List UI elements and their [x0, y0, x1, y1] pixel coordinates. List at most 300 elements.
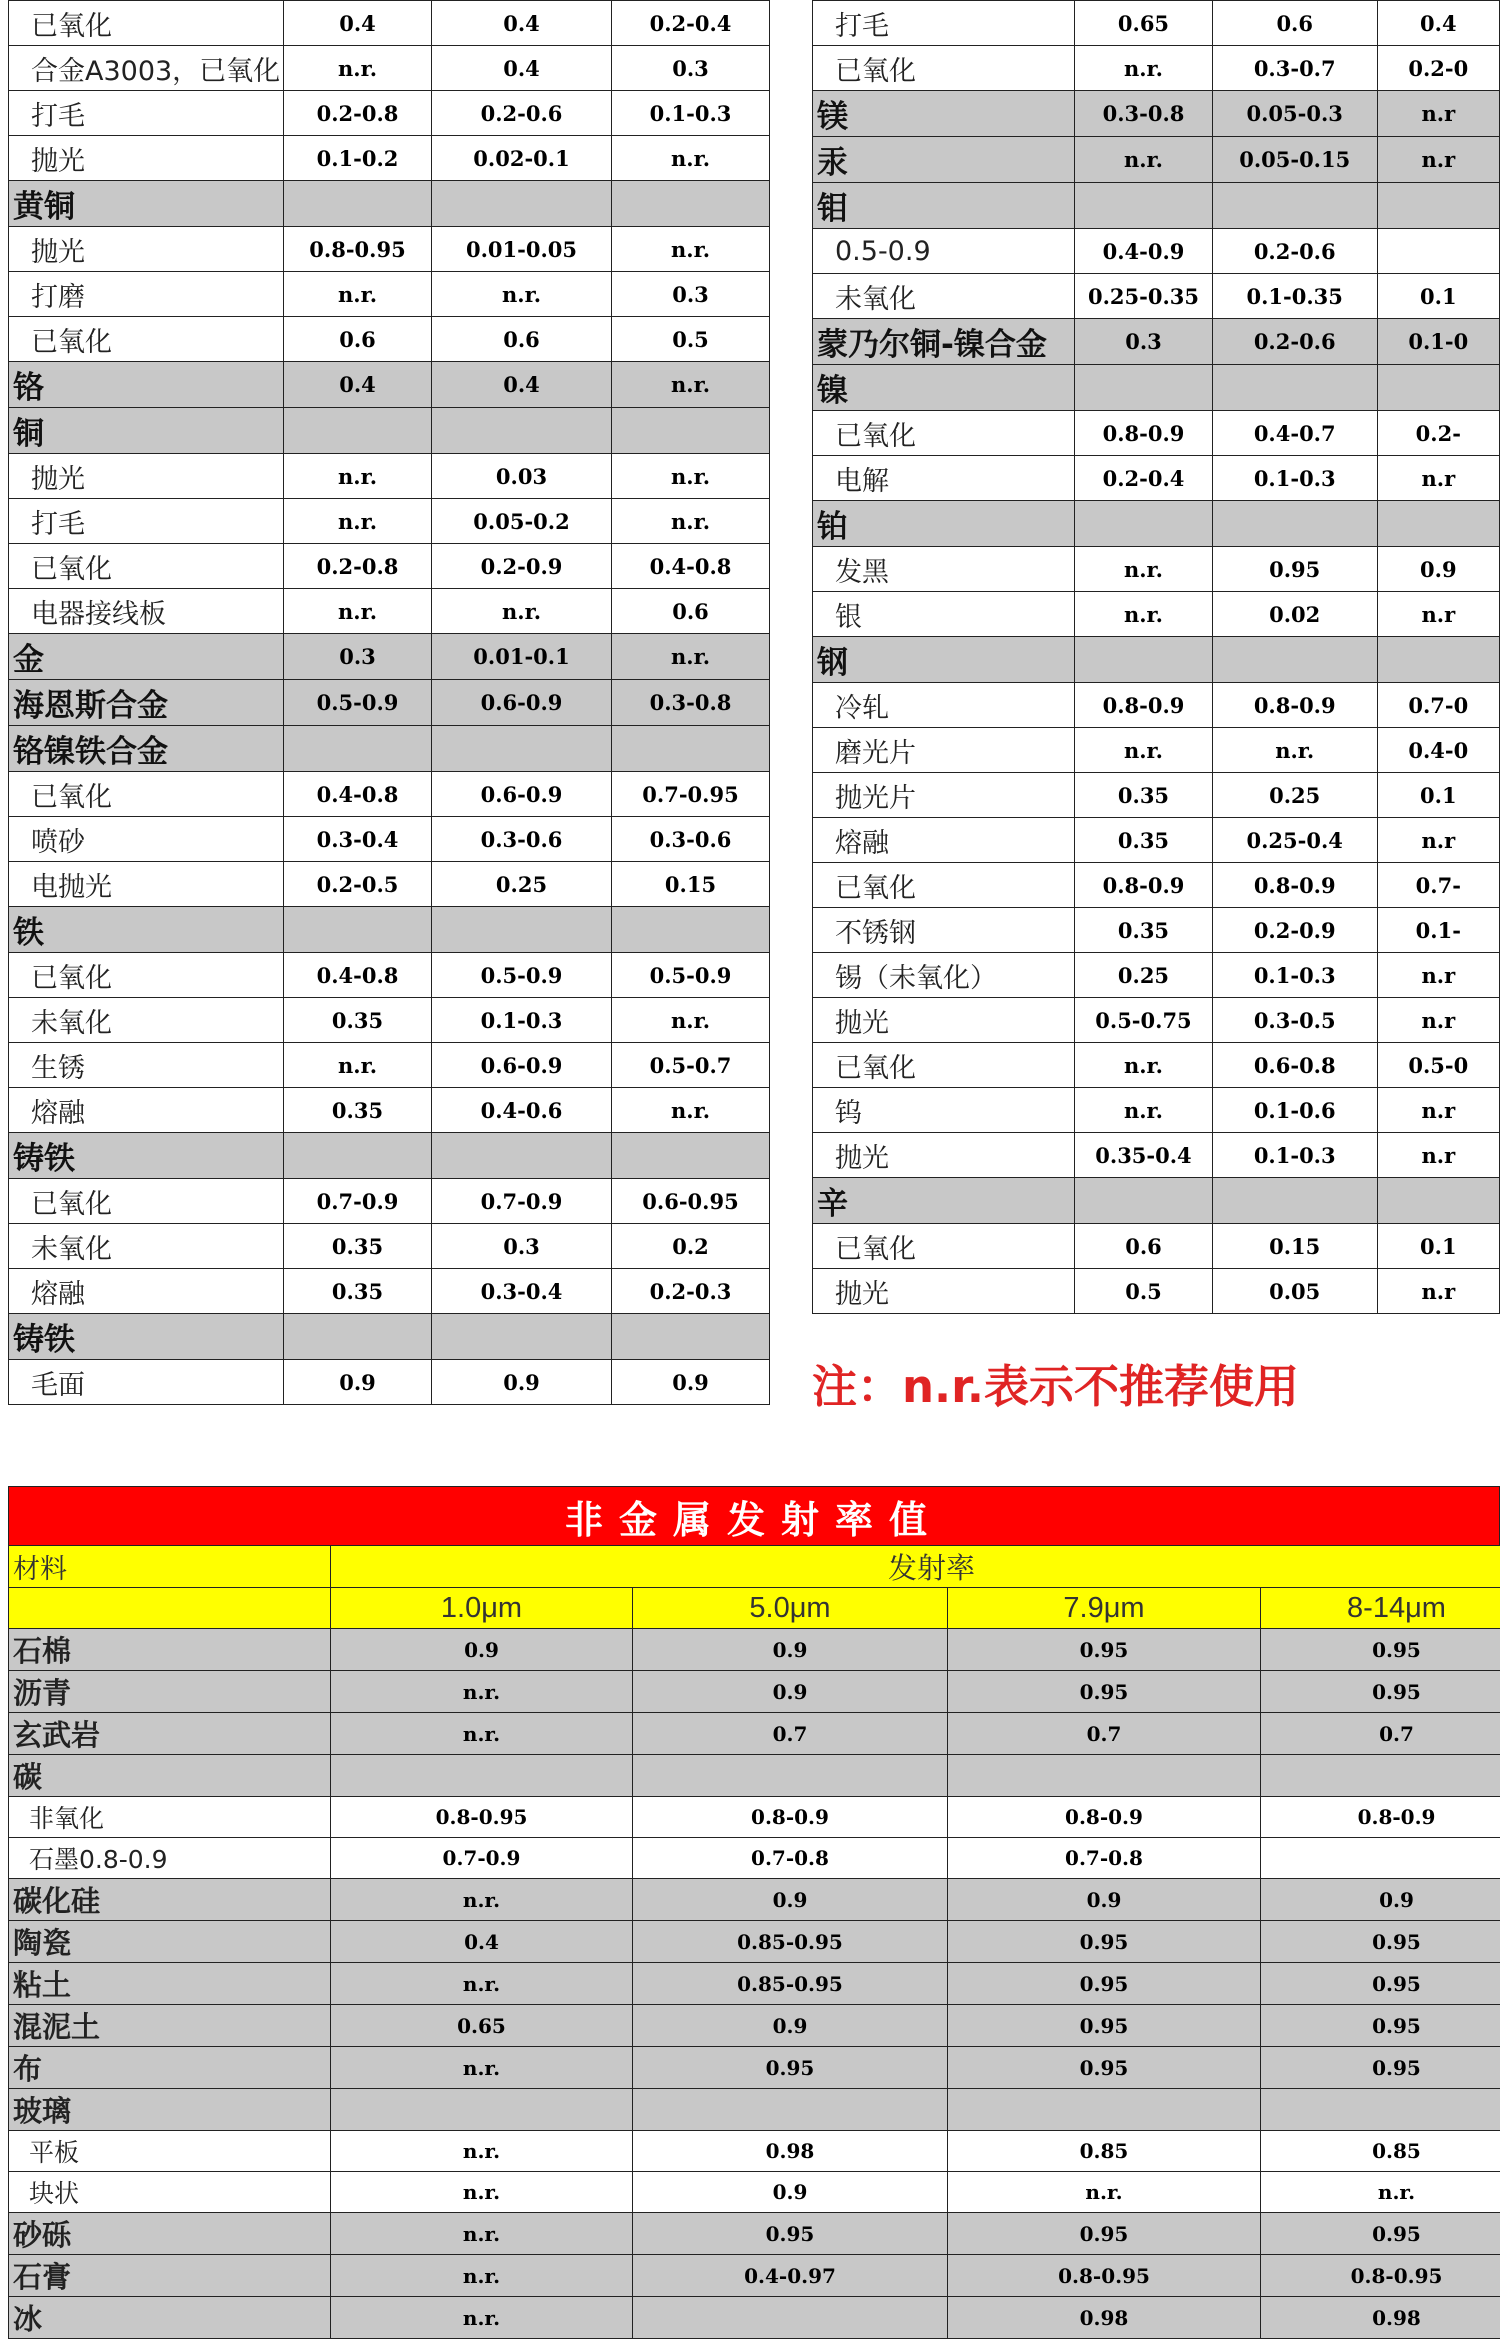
emissivity-value: 0.95 — [633, 2047, 948, 2089]
emissivity-value: 0.3-0.6 — [612, 817, 770, 862]
emissivity-value: 0.4 — [284, 362, 432, 408]
emissivity-value: 0.1-0.3 — [612, 91, 770, 136]
category-row — [813, 183, 1500, 229]
table-row — [9, 227, 770, 272]
emissivity-value: 0.6-0.9 — [432, 772, 612, 817]
emissivity-value — [633, 1755, 948, 1797]
category-name: 钢 — [813, 637, 1075, 683]
material-name: 抛光 — [9, 136, 284, 181]
emissivity-value: 0.8-0.9 — [633, 1797, 948, 1838]
emissivity-value: n.r. — [612, 634, 770, 680]
table-row — [813, 908, 1500, 953]
emissivity-value: 0.3 — [284, 634, 432, 680]
emissivity-value: 0.1-0.6 — [1212, 1088, 1377, 1133]
emissivity-value: 0.15 — [612, 862, 770, 907]
emissivity-value — [1377, 183, 1499, 229]
emissivity-value: 0.5 — [612, 317, 770, 362]
category-name: 镁 — [813, 91, 1075, 137]
emissivity-header: 发射率 — [331, 1546, 1500, 1588]
emissivity-value: 0.01-0.1 — [432, 634, 612, 680]
emissivity-value: n.r — [1377, 592, 1499, 637]
emissivity-value: 0.65 — [331, 2005, 633, 2047]
category-name: 铬 — [9, 362, 284, 408]
category-name: 陶瓷 — [9, 1921, 331, 1963]
category-row — [9, 1755, 1500, 1797]
emissivity-value: n.r. — [331, 1963, 633, 2005]
emissivity-value: n.r. — [331, 1879, 633, 1921]
material-name: 熔融 — [813, 818, 1075, 863]
table-row — [813, 773, 1500, 818]
category-name: 粘土 — [9, 1963, 331, 2005]
table-row — [9, 772, 770, 817]
emissivity-value — [432, 1314, 612, 1360]
table-row — [813, 1133, 1500, 1178]
material-name: 已氧化 — [813, 46, 1075, 91]
category-name: 镍 — [813, 365, 1075, 411]
category-name: 黄铜 — [9, 181, 284, 227]
emissivity-value: 0.8-0.9 — [1212, 863, 1377, 908]
material-name: 平板 — [9, 2131, 331, 2172]
category-name: 铸铁 — [9, 1314, 284, 1360]
table-row — [9, 1797, 1500, 1838]
emissivity-value: 0.8-0.95 — [284, 227, 432, 272]
material-name: 银 — [813, 592, 1075, 637]
category-name: 砂砾 — [9, 2213, 331, 2255]
emissivity-value: 0.5-0.75 — [1075, 998, 1213, 1043]
emissivity-value: 0.1-0.3 — [1212, 1133, 1377, 1178]
material-name: 已氧化 — [813, 1043, 1075, 1088]
material-name: 抛光 — [9, 454, 284, 499]
category-name: 铁 — [9, 907, 284, 953]
emissivity-value: 0.25-0.35 — [1075, 274, 1213, 319]
emissivity-value: 0.95 — [948, 1963, 1261, 2005]
emissivity-value: 0.7-0.8 — [948, 1838, 1261, 1879]
material-name: 已氧化 — [9, 772, 284, 817]
category-name: 蒙乃尔铜-镍合金 — [813, 319, 1075, 365]
emissivity-value — [948, 2089, 1261, 2131]
material-name: 打磨 — [9, 272, 284, 317]
emissivity-value: 0.1-0.35 — [1212, 274, 1377, 319]
emissivity-value — [1212, 1178, 1377, 1224]
emissivity-value: n.r — [1377, 1133, 1499, 1178]
material-name: 未氧化 — [813, 274, 1075, 319]
category-row — [9, 1314, 770, 1360]
emissivity-value: 0.2 — [612, 1224, 770, 1269]
emissivity-value: n.r — [1377, 818, 1499, 863]
category-name: 石棉 — [9, 1629, 331, 1671]
emissivity-value: 0.7-0.8 — [633, 1838, 948, 1879]
material-name: 电器接线板 — [9, 589, 284, 634]
category-name: 海恩斯合金 — [9, 680, 284, 726]
category-row — [9, 1713, 1500, 1755]
table-row — [9, 1360, 770, 1405]
emissivity-value: 0.9 — [633, 2172, 948, 2213]
category-name: 混泥土 — [9, 2005, 331, 2047]
table-row — [813, 547, 1500, 592]
table-row — [813, 728, 1500, 773]
emissivity-value — [284, 1133, 432, 1179]
emissivity-value: 0.2-0.6 — [1212, 319, 1377, 365]
emissivity-value: n.r. — [284, 499, 432, 544]
emissivity-value: 0.02 — [1212, 592, 1377, 637]
table-row — [813, 1088, 1500, 1133]
emissivity-value: 0.25 — [1212, 773, 1377, 818]
emissivity-value: 0.1 — [1377, 773, 1499, 818]
table-row — [9, 454, 770, 499]
emissivity-value: 0.3 — [612, 46, 770, 91]
category-row — [9, 1133, 770, 1179]
emissivity-value: 0.65 — [1075, 1, 1213, 46]
category-name: 钼 — [813, 183, 1075, 229]
emissivity-value: n.r. — [612, 454, 770, 499]
emissivity-value: 0.05-0.15 — [1212, 137, 1377, 183]
emissivity-value: 0.98 — [1261, 2297, 1500, 2339]
emissivity-value — [432, 181, 612, 227]
metal-table-right — [812, 0, 1500, 1314]
category-name: 碳化硅 — [9, 1879, 331, 1921]
emissivity-value: 0.5-0 — [1377, 1043, 1499, 1088]
emissivity-value: 0.4 — [1377, 1, 1499, 46]
emissivity-value: 0.85 — [948, 2131, 1261, 2172]
category-name: 铂 — [813, 501, 1075, 547]
emissivity-value: 0.8-0.95 — [331, 1797, 633, 1838]
emissivity-value: 0.6 — [1212, 1, 1377, 46]
table-row — [9, 953, 770, 998]
emissivity-value — [331, 2089, 633, 2131]
category-name: 铬镍铁合金 — [9, 726, 284, 772]
emissivity-value — [1261, 1838, 1500, 1879]
category-row — [9, 634, 770, 680]
material-name: 已氧化 — [813, 1224, 1075, 1269]
emissivity-value: n.r. — [1075, 46, 1213, 91]
emissivity-value — [1377, 229, 1499, 274]
emissivity-value: 0.4 — [432, 1, 612, 46]
emissivity-value: 0.3 — [612, 272, 770, 317]
table-row — [9, 2172, 1500, 2213]
emissivity-value: 0.95 — [948, 2005, 1261, 2047]
emissivity-value: 0.5-0.9 — [432, 953, 612, 998]
emissivity-value — [1075, 501, 1213, 547]
emissivity-value: 0.3 — [1075, 319, 1213, 365]
emissivity-value: 0.6-0.9 — [432, 680, 612, 726]
table-row — [9, 544, 770, 589]
material-name: 抛光 — [813, 1269, 1075, 1314]
emissivity-value: 0.9 — [284, 1360, 432, 1405]
material-header: 材料 — [9, 1546, 331, 1588]
table-row — [813, 592, 1500, 637]
category-row — [9, 2255, 1500, 2297]
emissivity-value: n.r — [1377, 137, 1499, 183]
emissivity-value: 0.4-0.8 — [284, 953, 432, 998]
emissivity-value: 0.3-0.6 — [432, 817, 612, 862]
emissivity-value: n.r. — [331, 2131, 633, 2172]
material-name: 生锈 — [9, 1043, 284, 1088]
category-name: 汞 — [813, 137, 1075, 183]
wavelength-header: 1.0μm — [331, 1588, 633, 1629]
emissivity-value — [432, 408, 612, 454]
emissivity-value: 0.1-0 — [1377, 319, 1499, 365]
emissivity-value: 0.95 — [948, 1671, 1261, 1713]
emissivity-value: n.r. — [331, 2297, 633, 2339]
emissivity-value: 0.95 — [1261, 1921, 1500, 1963]
material-name: 打毛 — [813, 1, 1075, 46]
material-name: 锡（未氧化） — [813, 953, 1075, 998]
material-name: 喷砂 — [9, 817, 284, 862]
emissivity-value: 0.15 — [1212, 1224, 1377, 1269]
emissivity-value: n.r. — [432, 589, 612, 634]
emissivity-value: 0.7-0.9 — [284, 1179, 432, 1224]
emissivity-value — [284, 1314, 432, 1360]
emissivity-value: n.r. — [612, 499, 770, 544]
emissivity-value: 0.2-0.8 — [284, 544, 432, 589]
emissivity-value: n.r. — [284, 589, 432, 634]
emissivity-value: n.r — [1377, 998, 1499, 1043]
emissivity-value: 0.5-0.9 — [612, 953, 770, 998]
emissivity-value: 0.4 — [432, 362, 612, 408]
emissivity-value: 0.1 — [1377, 1224, 1499, 1269]
emissivity-value: 0.6-0.95 — [612, 1179, 770, 1224]
material-name: 已氧化 — [9, 1, 284, 46]
table-row — [9, 91, 770, 136]
emissivity-value: n.r. — [1075, 547, 1213, 592]
emissivity-value — [432, 907, 612, 953]
emissivity-value: n.r. — [284, 46, 432, 91]
emissivity-value — [612, 1314, 770, 1360]
emissivity-value — [1212, 637, 1377, 683]
category-row — [9, 1963, 1500, 2005]
emissivity-value: 0.95 — [1261, 2213, 1500, 2255]
category-row — [9, 1879, 1500, 1921]
emissivity-value: n.r. — [331, 1671, 633, 1713]
table-row — [9, 1269, 770, 1314]
emissivity-value: 0.02-0.1 — [432, 136, 612, 181]
emissivity-value: 0.7 — [948, 1713, 1261, 1755]
table-row — [813, 998, 1500, 1043]
emissivity-value: 0.95 — [633, 2213, 948, 2255]
table-row — [813, 1224, 1500, 1269]
emissivity-value — [1075, 637, 1213, 683]
material-name: 发黑 — [813, 547, 1075, 592]
emissivity-value — [1377, 637, 1499, 683]
table-row — [813, 411, 1500, 456]
material-name: 熔融 — [9, 1088, 284, 1133]
emissivity-value: 0.9 — [633, 2005, 948, 2047]
emissivity-value — [1075, 183, 1213, 229]
wavelength-header: 5.0μm — [633, 1588, 948, 1629]
table-row — [9, 1088, 770, 1133]
emissivity-value: n.r. — [612, 136, 770, 181]
emissivity-value: 0.6-0.8 — [1212, 1043, 1377, 1088]
emissivity-value — [633, 2089, 948, 2131]
emissivity-value — [331, 1755, 633, 1797]
table-row — [813, 456, 1500, 501]
wavelength-header: 8-14μm — [1261, 1588, 1500, 1629]
emissivity-value: 0.7 — [1261, 1713, 1500, 1755]
emissivity-value: n.r. — [612, 362, 770, 408]
emissivity-value — [432, 726, 612, 772]
table-row — [9, 1, 770, 46]
emissivity-value: n.r. — [1075, 728, 1213, 773]
emissivity-value — [284, 726, 432, 772]
emissivity-value: 0.3-0.4 — [284, 817, 432, 862]
nonmetal-table-title: 非金属发射率值 — [8, 1486, 1500, 1545]
category-row — [9, 2297, 1500, 2339]
category-row — [9, 680, 770, 726]
emissivity-value: n.r. — [948, 2172, 1261, 2213]
emissivity-value: 0.7-0 — [1377, 683, 1499, 728]
emissivity-value: 0.4-0.8 — [612, 544, 770, 589]
emissivity-value: 0.1-0.2 — [284, 136, 432, 181]
emissivity-value: 0.3-0.7 — [1212, 46, 1377, 91]
material-name: 已氧化 — [9, 1179, 284, 1224]
emissivity-value: 0.25-0.4 — [1212, 818, 1377, 863]
emissivity-value — [1212, 183, 1377, 229]
wavelength-header: 7.9μm — [948, 1588, 1261, 1629]
emissivity-value: 0.8-0.9 — [948, 1797, 1261, 1838]
emissivity-value: 0.95 — [948, 1921, 1261, 1963]
category-row — [9, 181, 770, 227]
material-name: 0.5-0.9 — [813, 229, 1075, 274]
emissivity-value — [612, 726, 770, 772]
emissivity-value: 0.8-0.9 — [1075, 411, 1213, 456]
emissivity-value: 0.95 — [1261, 1629, 1500, 1671]
category-name: 碳 — [9, 1755, 331, 1797]
emissivity-value: 0.95 — [948, 2213, 1261, 2255]
emissivity-value: 0.1-0.3 — [432, 998, 612, 1043]
note-text: 注：n.r.表示不推荐使用 — [812, 1350, 1299, 1415]
category-row — [813, 91, 1500, 137]
emissivity-value: 0.2-0.6 — [1212, 229, 1377, 274]
table-row — [813, 953, 1500, 998]
emissivity-value: 0.9 — [331, 1629, 633, 1671]
table-row — [9, 136, 770, 181]
metal-emissivity-table-right — [812, 0, 1500, 1314]
category-row — [813, 1178, 1500, 1224]
emissivity-value — [1212, 365, 1377, 411]
emissivity-value: 0.1 — [1377, 274, 1499, 319]
emissivity-value: 0.35 — [1075, 773, 1213, 818]
emissivity-value: 0.6-0.9 — [432, 1043, 612, 1088]
table-row — [813, 46, 1500, 91]
category-row — [813, 365, 1500, 411]
emissivity-value: 0.3-0.5 — [1212, 998, 1377, 1043]
emissivity-value: 0.03 — [432, 454, 612, 499]
material-name: 钨 — [813, 1088, 1075, 1133]
emissivity-value — [948, 1755, 1261, 1797]
emissivity-value: 0.4-0.97 — [633, 2255, 948, 2297]
table-row — [9, 2131, 1500, 2172]
emissivity-value: 0.25 — [1075, 953, 1213, 998]
emissivity-value — [1075, 365, 1213, 411]
emissivity-value: n.r — [1377, 1269, 1499, 1314]
emissivity-value: 0.8-0.9 — [1075, 863, 1213, 908]
emissivity-value: 0.95 — [1261, 1963, 1500, 2005]
material-name: 已氧化 — [9, 953, 284, 998]
category-row — [9, 2005, 1500, 2047]
emissivity-value: 0.5-0.7 — [612, 1043, 770, 1088]
emissivity-value: 0.98 — [633, 2131, 948, 2172]
material-name: 已氧化 — [813, 863, 1075, 908]
emissivity-value: 0.9 — [948, 1879, 1261, 1921]
category-row — [9, 907, 770, 953]
emissivity-value: 0.7-0.9 — [331, 1838, 633, 1879]
category-row — [9, 726, 770, 772]
category-name: 玄武岩 — [9, 1713, 331, 1755]
emissivity-value: 0.7 — [633, 1713, 948, 1755]
category-row — [9, 2047, 1500, 2089]
material-name: 抛光 — [9, 227, 284, 272]
emissivity-value: n.r. — [612, 998, 770, 1043]
emissivity-value: n.r. — [284, 272, 432, 317]
table-row — [9, 317, 770, 362]
category-name: 石膏 — [9, 2255, 331, 2297]
emissivity-value: 0.9 — [432, 1360, 612, 1405]
emissivity-value — [612, 907, 770, 953]
emissivity-value — [633, 2297, 948, 2339]
material-name: 电抛光 — [9, 862, 284, 907]
emissivity-value: 0.8-0.95 — [948, 2255, 1261, 2297]
emissivity-value: 0.7-0.9 — [432, 1179, 612, 1224]
emissivity-value: 0.95 — [948, 2047, 1261, 2089]
emissivity-value: 0.6 — [284, 317, 432, 362]
category-row — [813, 501, 1500, 547]
emissivity-value: 0.2-0.5 — [284, 862, 432, 907]
category-name: 铸铁 — [9, 1133, 284, 1179]
material-name: 抛光片 — [813, 773, 1075, 818]
emissivity-value: n.r. — [331, 2255, 633, 2297]
emissivity-value: 0.35 — [284, 998, 432, 1043]
emissivity-value — [1261, 1755, 1500, 1797]
table-row — [813, 1, 1500, 46]
material-name: 打毛 — [9, 499, 284, 544]
emissivity-value: 0.5-0.9 — [284, 680, 432, 726]
table-row — [9, 998, 770, 1043]
emissivity-value: 0.8-0.9 — [1261, 1797, 1500, 1838]
emissivity-value: 0.2-0.8 — [284, 91, 432, 136]
emissivity-value: 0.4-0.9 — [1075, 229, 1213, 274]
material-name: 石墨0.8-0.9 — [9, 1838, 331, 1879]
emissivity-value: 0.2-0.9 — [1212, 908, 1377, 953]
category-row — [813, 319, 1500, 365]
emissivity-value: 0.95 — [948, 1629, 1261, 1671]
table-row — [9, 1179, 770, 1224]
emissivity-value — [1212, 501, 1377, 547]
category-row — [813, 637, 1500, 683]
emissivity-value: 0.05 — [1212, 1269, 1377, 1314]
emissivity-value — [284, 181, 432, 227]
emissivity-value: 0.4-0.6 — [432, 1088, 612, 1133]
table-row — [813, 818, 1500, 863]
material-name: 未氧化 — [9, 1224, 284, 1269]
table-row — [9, 589, 770, 634]
emissivity-value: 0.3 — [432, 1224, 612, 1269]
emissivity-value: 0.6 — [432, 317, 612, 362]
emissivity-value: 0.35 — [1075, 908, 1213, 953]
material-name: 非氧化 — [9, 1797, 331, 1838]
emissivity-value: 0.9 — [633, 1879, 948, 1921]
emissivity-value: n.r. — [331, 2047, 633, 2089]
emissivity-value: 0.4 — [331, 1921, 633, 1963]
emissivity-value: n.r. — [1075, 592, 1213, 637]
emissivity-value: 0.9 — [633, 1629, 948, 1671]
material-name: 抛光 — [813, 1133, 1075, 1178]
emissivity-value: 0.1- — [1377, 908, 1499, 953]
category-row — [9, 1921, 1500, 1963]
category-row — [813, 137, 1500, 183]
emissivity-value: n.r. — [1212, 728, 1377, 773]
emissivity-value: 0.85 — [1261, 2131, 1500, 2172]
material-name: 熔融 — [9, 1269, 284, 1314]
